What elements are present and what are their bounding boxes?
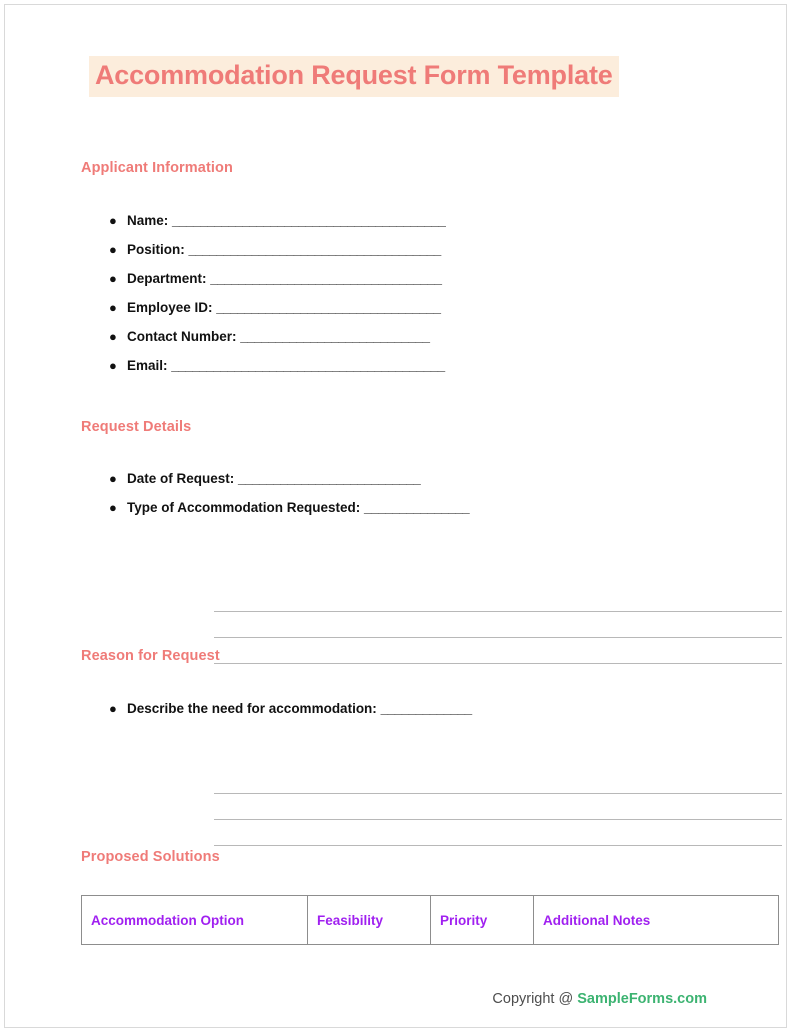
blank-rule-line[interactable]	[214, 820, 782, 846]
field-email	[99, 351, 445, 380]
blank-rule-line[interactable]	[214, 768, 782, 794]
bullet-icon: ●	[109, 500, 117, 515]
section-heading-request-details: Request Details	[81, 419, 192, 435]
document-content	[81, 56, 707, 1007]
field-blank-line[interactable]: _____________	[380, 701, 472, 716]
field-position	[99, 235, 445, 264]
page-title: Accommodation Request Form Template	[89, 56, 619, 97]
field-department	[99, 264, 445, 293]
reason-for-request-fields	[99, 694, 472, 723]
section-heading-reason-for-request: Reason for Request	[81, 648, 220, 664]
field-name	[99, 206, 445, 235]
field-label: Type of Accommodation Requested:	[127, 500, 361, 515]
request-details-fields	[99, 464, 469, 522]
section-heading-applicant-information: Applicant Information	[81, 160, 233, 176]
proposed-solutions-table	[81, 895, 779, 945]
field-blank-line[interactable]: _______________	[364, 500, 470, 515]
field-employee-id	[99, 293, 445, 322]
bullet-icon: ●	[109, 213, 117, 228]
field-type-of-accommodation-requested	[99, 493, 469, 522]
applicant-information-fields	[99, 206, 445, 380]
table-column-header-additional-notes: Additional Notes	[534, 896, 779, 945]
field-blank-line[interactable]: __________________________	[238, 471, 421, 486]
request-details-blank-lines	[214, 586, 782, 664]
field-blank-line[interactable]: _______________________________________	[172, 213, 446, 228]
section-heading-proposed-solutions: Proposed Solutions	[81, 849, 220, 865]
bullet-icon: ●	[109, 471, 117, 486]
field-blank-line[interactable]: ____________________________________	[188, 242, 441, 257]
bullet-icon: ●	[109, 358, 117, 373]
sampleforms-link[interactable]: SampleForms.com	[577, 991, 707, 1007]
table-header-row	[82, 896, 779, 945]
field-label: Name:	[127, 213, 169, 228]
blank-rule-line[interactable]	[214, 612, 782, 638]
table-column-header-accommodation-option: Accommodation Option	[82, 896, 308, 945]
copyright-text: Copyright @	[492, 991, 578, 1007]
field-label: Contact Number:	[127, 329, 237, 344]
bullet-icon: ●	[109, 701, 117, 716]
field-blank-line[interactable]: _______________________________________	[171, 358, 445, 373]
blank-rule-line[interactable]	[214, 794, 782, 820]
field-label: Department:	[127, 271, 207, 286]
field-label: Date of Request:	[127, 471, 235, 486]
field-describe-the-need	[99, 694, 472, 723]
field-date-of-request	[99, 464, 469, 493]
field-blank-line[interactable]: ________________________________	[216, 300, 441, 315]
field-label: Employee ID:	[127, 300, 213, 315]
blank-rule-line[interactable]	[214, 586, 782, 612]
field-blank-line[interactable]: _________________________________	[210, 271, 442, 286]
field-label: Position:	[127, 242, 185, 257]
bullet-icon: ●	[109, 271, 117, 286]
bullet-icon: ●	[109, 300, 117, 315]
table-column-header-priority: Priority	[431, 896, 534, 945]
field-blank-line[interactable]: ___________________________	[240, 329, 430, 344]
footer	[81, 991, 707, 1007]
table-column-header-feasibility: Feasibility	[308, 896, 431, 945]
field-label: Email:	[127, 358, 168, 373]
reason-for-request-blank-lines	[214, 768, 782, 846]
bullet-icon: ●	[109, 242, 117, 257]
blank-rule-line[interactable]	[214, 638, 782, 664]
field-contact-number	[99, 322, 445, 351]
bullet-icon: ●	[109, 329, 117, 344]
field-label: Describe the need for accommodation:	[127, 701, 377, 716]
